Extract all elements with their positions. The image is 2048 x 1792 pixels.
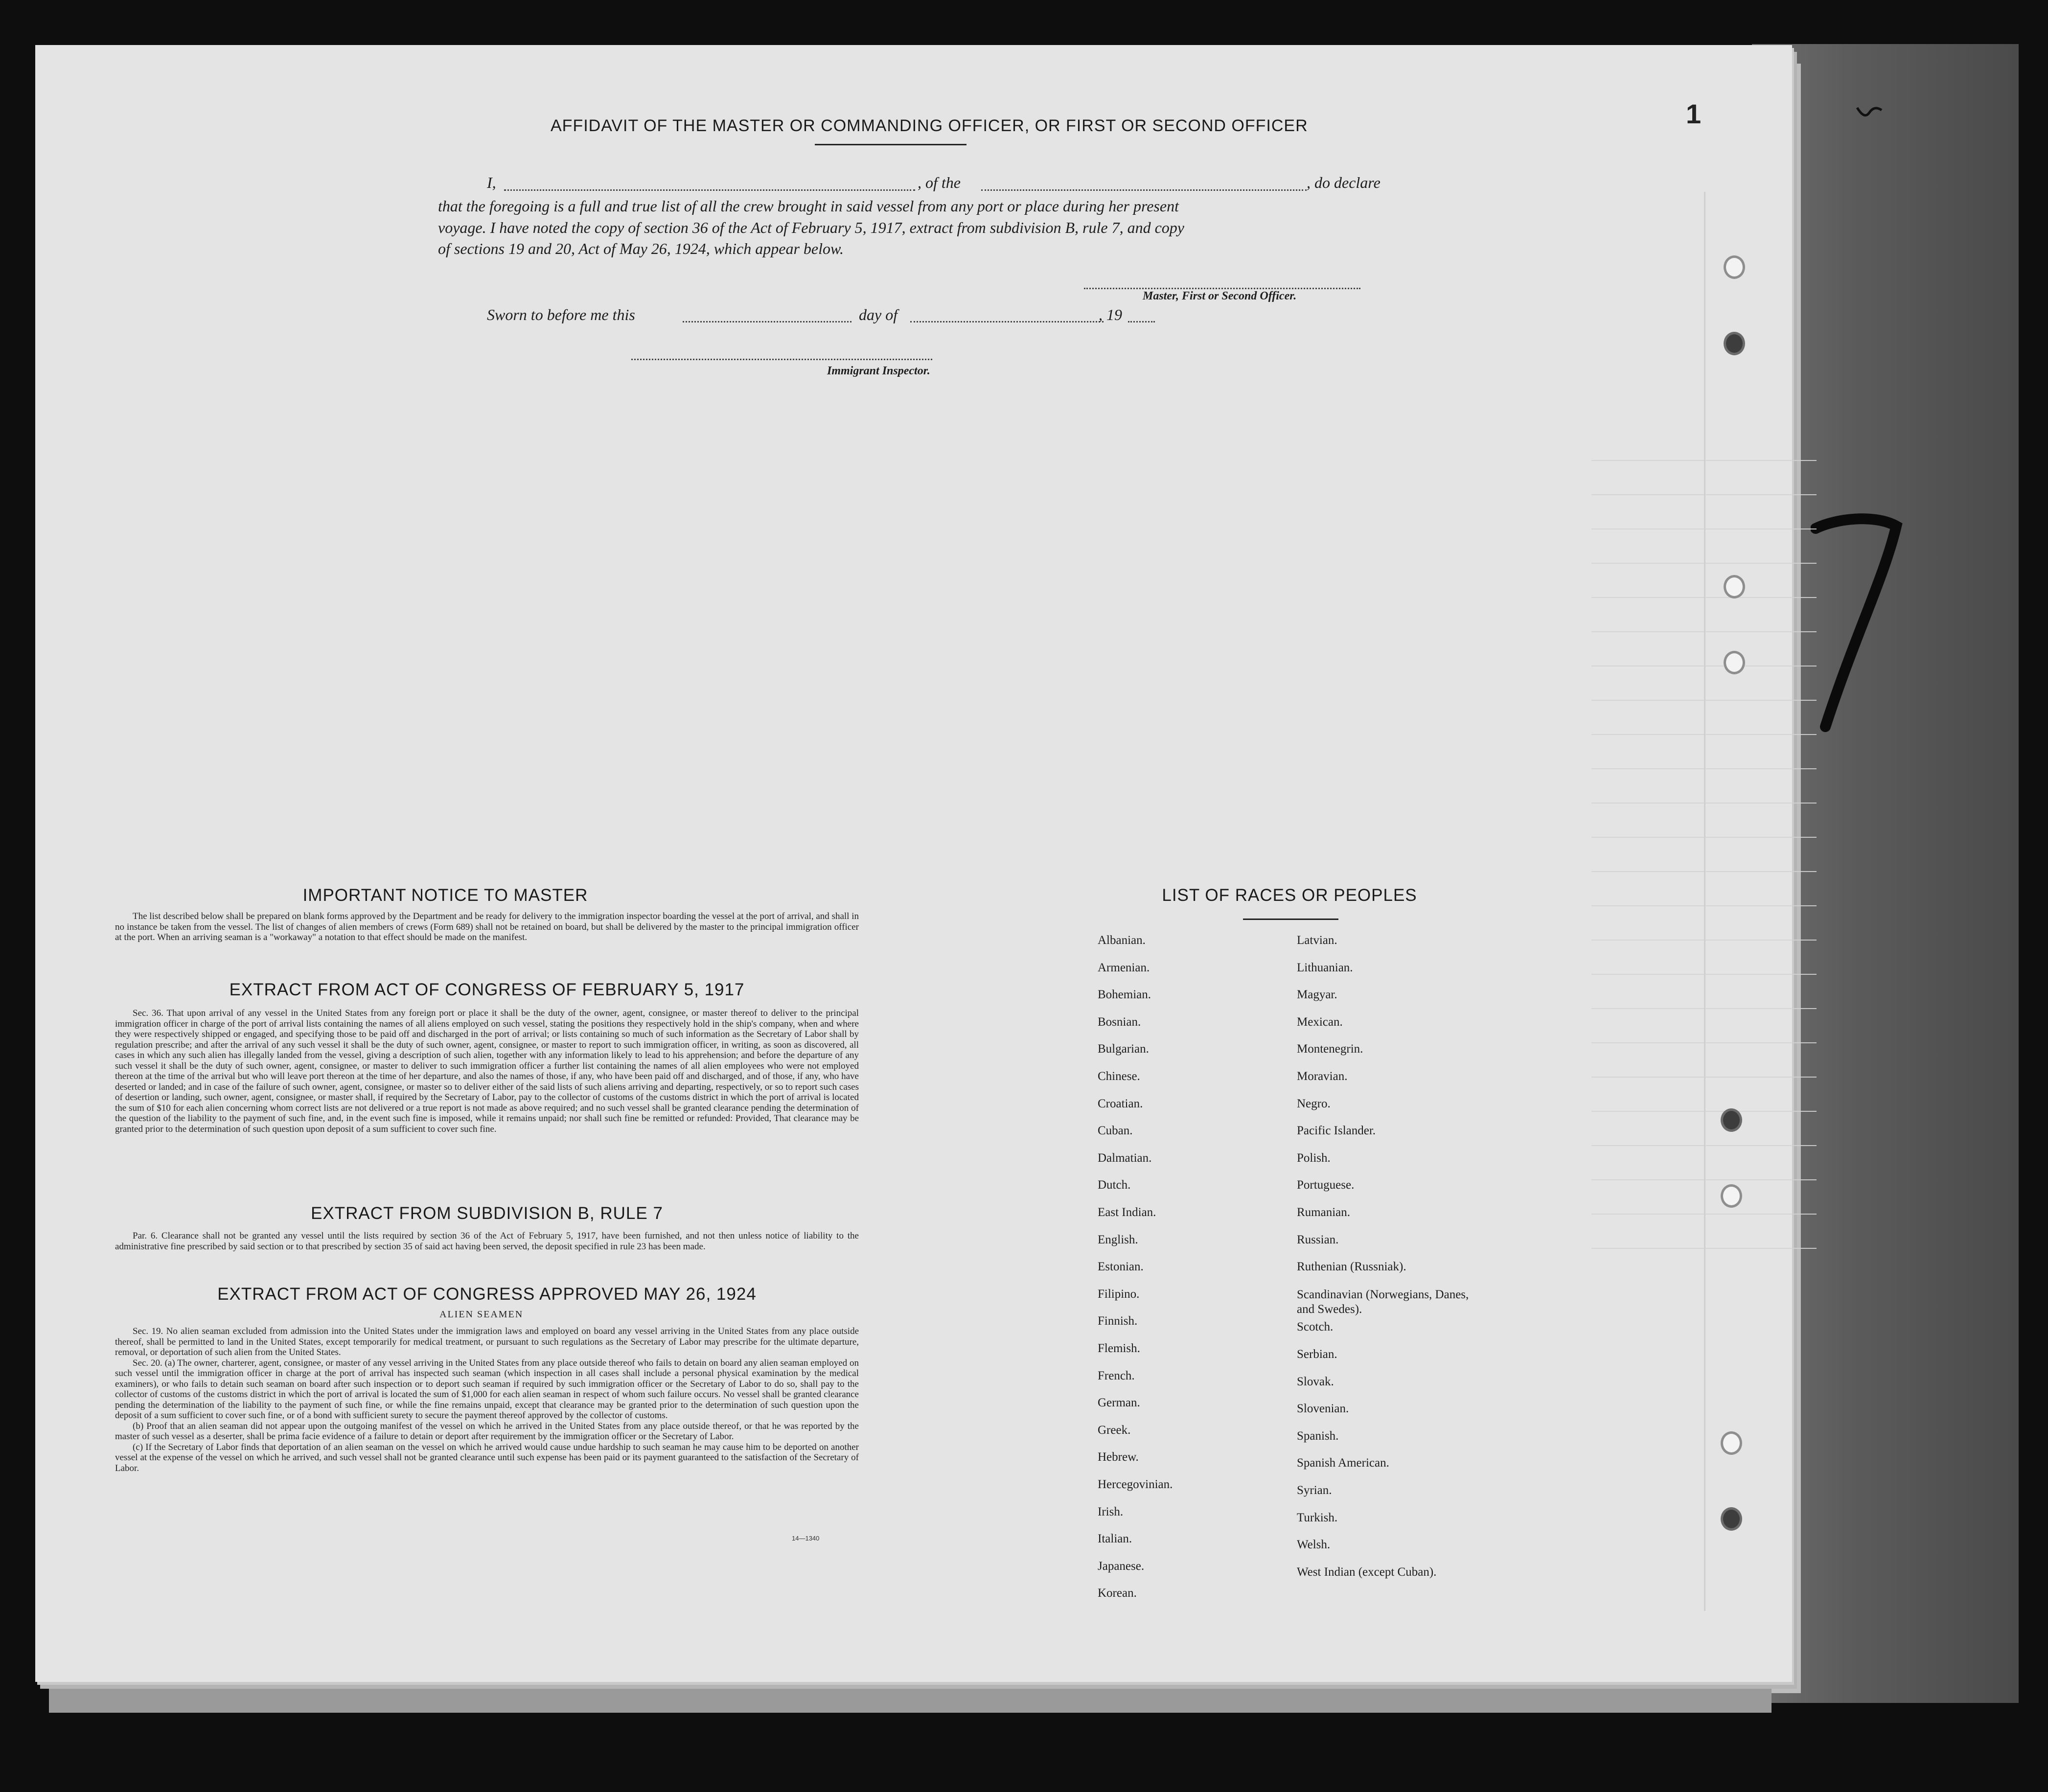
page-stack-bottom — [49, 1683, 1772, 1713]
race-item: English. — [1098, 1233, 1138, 1246]
race-item: Italian. — [1098, 1532, 1132, 1546]
handwritten-seven-mark — [1811, 509, 1904, 734]
race-item: Cuban. — [1098, 1124, 1133, 1138]
race-item: Slovak. — [1297, 1375, 1334, 1388]
race-item: Turkish. — [1297, 1511, 1338, 1524]
affidavit-line2: that the foregoing is a full and true list of all the crew brought in said vessel from any port or place during her present — [438, 197, 1179, 215]
race-item: Polish. — [1297, 1151, 1331, 1165]
race-item: Bosnian. — [1098, 1015, 1141, 1029]
affidavit-line4: of sections 19 and 20, Act of May 26, 1924, which appear below. — [438, 240, 844, 257]
race-item: Irish. — [1098, 1505, 1124, 1518]
race-item: Negro. — [1297, 1097, 1331, 1110]
race-item: Finnish. — [1098, 1314, 1138, 1328]
inspector-label: Immigrant Inspector. — [827, 365, 930, 377]
punch-hole — [1724, 255, 1745, 279]
race-item: Spanish American. — [1297, 1456, 1389, 1470]
punch-hole — [1724, 575, 1745, 598]
race-item: Moravian. — [1297, 1070, 1348, 1083]
race-item: Magyar. — [1297, 988, 1337, 1002]
races-title-rule — [1243, 919, 1338, 920]
affidavit-line1-end: , do declare — [1307, 174, 1381, 191]
punch-hole — [1721, 1108, 1742, 1132]
race-item: Japanese. — [1098, 1559, 1145, 1573]
section-36-paragraph: Sec. 36. That upon arrival of any vessel in the United States from any foreign port or place it shall be the duty of the owner, agent, consignee, or master thereof to deliver to the principal immigration officer in charge of the port of arrival lists containing the names of all aliens employed on such vessel, stating the positions they respectively hold in the ship's company, when and where they were respectively shipped or engaged, and specifying those to be paid off and discharged in the port of arrival; or lists containing so much of such information as the Secretary of Labor shall by regulation prescribe; and after the arrival of any such vessel it shall be the duty of such owner, agent, consignee, or master to report to such immigration officer, in writing, as soon as discovered, all cases in which any such alien has illegally landed from the vessel, giving a description of such alien, together with any information likely to lead to his apprehension; and before the departure of any such vessel it shall be the duty of such owner, agent, consignee, or master to deliver to such immigration officer a further list containing the names of all alien employees who were not employed thereon at the time of the arrival but who will leave port thereon at the time of her departure, and also the names of those, if any, who have been paid off and discharged, and of those, if any, who have deserted or landed; and in case of the failure of such owner, agent, consignee, or master so to deliver either of the said lists of such aliens arriving and departing, respectively, or so to report such cases of desertion or landing, such owner, agent, consignee, or master shall, if required by the Secretary of Labor, pay to the collector of customs of the customs district in which the port of arrival is located the sum of $10 for each alien concerning whom correct lists are not delivered or a true report is not made as above required; and no such vessel shall be granted clearance pending the determination of the question of the liability to the payment of such fine, and, in the event such fine is imposed, while it remains unpaid; nor shall such fine be remitted or refunded: Provided, That clearance may be granted prior to the determination of such question upon deposit of a sum sufficient to cover such fine. — [115, 1008, 859, 1134]
race-item: Chinese. — [1098, 1070, 1140, 1083]
race-item: Bulgarian. — [1098, 1042, 1149, 1056]
section-20b-paragraph: (b) Proof that an alien seaman did not appear upon the outgoing manifest of the vessel on which he arrived in the United States from any place outside thereof, or that he was reported by the master of such vessel as a deserter, shall be prima facie evidence of a failure to detain or deport after requirement by the immigration officer or the Secretary of Labor. — [115, 1421, 859, 1442]
punch-hole — [1721, 1431, 1742, 1455]
alien-seamen-subtitle: ALIEN SEAMEN — [439, 1309, 524, 1320]
race-item: East Indian. — [1098, 1206, 1156, 1219]
race-item: Korean. — [1098, 1586, 1137, 1600]
race-item: Lithuanian. — [1297, 961, 1353, 974]
race-item: French. — [1098, 1369, 1135, 1382]
declarant-name-field[interactable] — [504, 174, 915, 191]
sworn-year-label: , 19 — [1099, 306, 1122, 323]
race-item: German. — [1098, 1396, 1140, 1410]
bleed-through-column — [1704, 192, 1705, 1611]
notice-title: IMPORTANT NOTICE TO MASTER — [302, 886, 588, 905]
race-item: Dalmatian. — [1098, 1151, 1152, 1165]
race-item: West Indian (except Cuban). — [1297, 1565, 1437, 1579]
punch-hole — [1721, 1184, 1742, 1208]
punch-hole — [1724, 651, 1745, 674]
vessel-name-field[interactable] — [981, 174, 1307, 191]
race-item: Filipino. — [1098, 1287, 1140, 1301]
section-20a-paragraph: Sec. 20. (a) The owner, charterer, agent, consignee, or master of any vessel arriving in the United States from any place outside thereof who fails to detain on board any alien seaman employed on such vessel until the immigration officer in charge at the port of arrival has inspected such seaman (which inspection in all cases shall include a personal physical examination by the medical examiners), or who fails to detain such seaman on board after such inspection or to deport such seaman if required by such immigration officer or the Secretary of Labor to do so, shall pay to the collector of customs of the customs district in which the port of arrival is located the sum of $1,000 for each alien seaman in respect of whom such failure occurs. No vessel shall be granted clearance pending the determination of the liability to the payment of such fine, or while the fine remains unpaid, except that clearance may be granted prior to the determination of such question upon the deposit of a sum sufficient to cover such fine, or of a bond with sufficient surety to secure the payment thereof approved by the collector of customs. — [115, 1357, 859, 1421]
race-item: Hercegovinian. — [1098, 1478, 1173, 1491]
race-item: Armenian. — [1098, 961, 1150, 974]
race-item: Montenegrin. — [1297, 1042, 1363, 1056]
extract-1924-title: EXTRACT FROM ACT OF CONGRESS APPROVED MAY 26, 1924 — [217, 1285, 757, 1304]
section-20c-paragraph: (c) If the Secretary of Labor finds that deportation of an alien seaman on the vessel on which he arrived would cause undue hardship to such seaman he may cause him to be deported on another vessel at the expense of the vessel on which he arrived, and such vessel shall not be granted clearance until such expense has been paid or its payment guaranteed to the satisfaction of the Secretary of Labor. — [115, 1442, 859, 1473]
sworn-year-field[interactable] — [1128, 307, 1155, 322]
race-item: Croatian. — [1098, 1097, 1143, 1110]
affidavit-title: AFFIDAVIT OF THE MASTER OR COMMANDING OFFICER, OR FIRST OR SECOND OFFICER — [551, 116, 1308, 135]
race-item: Hebrew. — [1098, 1450, 1139, 1464]
race-item: Welsh. — [1297, 1538, 1331, 1552]
affidavit-line1-start: I, — [487, 174, 496, 191]
handwritten-corner-mark — [1855, 103, 1884, 122]
section-19-paragraph: Sec. 19. No alien seaman excluded from admission into the United States under the immigration laws and employed on board any vessel arriving in the United States from any place outside thereof, shall be permitted to land in the United States, except temporarily for medical treatment, or pursuant to such regulations as the Secretary of Labor may prescribe for the ultimate departure, removal, or deportation of such alien from the United States. — [115, 1326, 859, 1357]
affidavit-title-rule — [815, 144, 966, 145]
sworn-month-field[interactable] — [910, 307, 1104, 322]
race-item: Dutch. — [1098, 1178, 1131, 1192]
page-number-mark: 1 — [1686, 98, 1702, 129]
race-item: Russian. — [1297, 1233, 1339, 1246]
extract-1924-body — [115, 1326, 859, 1473]
race-item: Scotch. — [1297, 1320, 1334, 1334]
notice-body — [115, 911, 859, 943]
extract-1917-body — [115, 1008, 859, 1134]
race-item: Pacific Islander. — [1297, 1124, 1376, 1138]
race-item: Scandinavian (Norwegians, Danes, and Swedes). — [1297, 1287, 1469, 1316]
inspector-signature-field[interactable] — [631, 345, 932, 360]
extract-rule7-body — [115, 1231, 859, 1252]
race-item: Spanish. — [1297, 1429, 1339, 1443]
race-item: Estonian. — [1098, 1260, 1144, 1274]
race-item: Rumanian. — [1297, 1206, 1351, 1219]
sworn-start: Sworn to before me this — [487, 306, 635, 323]
race-item: Ruthenian (Russniak). — [1297, 1260, 1406, 1274]
punch-hole — [1721, 1507, 1742, 1531]
race-item: Mexican. — [1297, 1015, 1343, 1029]
extract-rule7-title: EXTRACT FROM SUBDIVISION B, RULE 7 — [311, 1204, 663, 1223]
notice-paragraph: The list described below shall be prepared on blank forms approved by the Department and be ready for delivery to the immigration inspector boarding the vessel at the port of arrival, and shall in no instance be taken from the vessel. The list of changes of alien members of crews (Form 689) shall not be retained on board, but shall be delivered by the master to the principal immigration officer at the port. When an arriving seaman is a "workaway" a notation to that effect should be made on the manifest. — [115, 911, 859, 942]
race-item: Albanian. — [1098, 934, 1146, 947]
race-item: Flemish. — [1098, 1342, 1140, 1355]
form-number: 14—1340 — [792, 1535, 820, 1542]
races-title: LIST OF RACES OR PEOPLES — [1162, 886, 1417, 905]
race-item: Portuguese. — [1297, 1178, 1355, 1192]
master-signature-label: Master, First or Second Officer. — [1143, 290, 1297, 302]
affidavit-line1-mid: , of the — [918, 174, 961, 191]
sworn-day-label: day of — [859, 306, 898, 323]
race-item: Slovenian. — [1297, 1402, 1349, 1416]
punch-hole — [1724, 332, 1745, 355]
race-item: Latvian. — [1297, 934, 1337, 947]
race-item: Syrian. — [1297, 1484, 1332, 1497]
race-item: Greek. — [1098, 1423, 1131, 1437]
paragraph-6: Par. 6. Clearance shall not be granted any vessel until the lists required by section 36 of the Act of February 5, 1917, have been furnished, and not then unless notice of liability to the administrative fine prescribed by said section or to that prescribed by section 35 of said act having been served, the deposit specified in rule 23 has been made. — [115, 1231, 859, 1252]
race-item: Serbian. — [1297, 1348, 1337, 1361]
sworn-day-field[interactable] — [683, 307, 851, 322]
affidavit-line3: voyage. I have noted the copy of section 36 of the Act of February 5, 1917, extract from subdivision B, rule 7, and copy — [438, 219, 1184, 236]
master-signature-field[interactable] — [1084, 274, 1360, 289]
race-item: Bohemian. — [1098, 988, 1151, 1002]
extract-1917-title: EXTRACT FROM ACT OF CONGRESS OF FEBRUARY 5, 1917 — [229, 980, 745, 999]
